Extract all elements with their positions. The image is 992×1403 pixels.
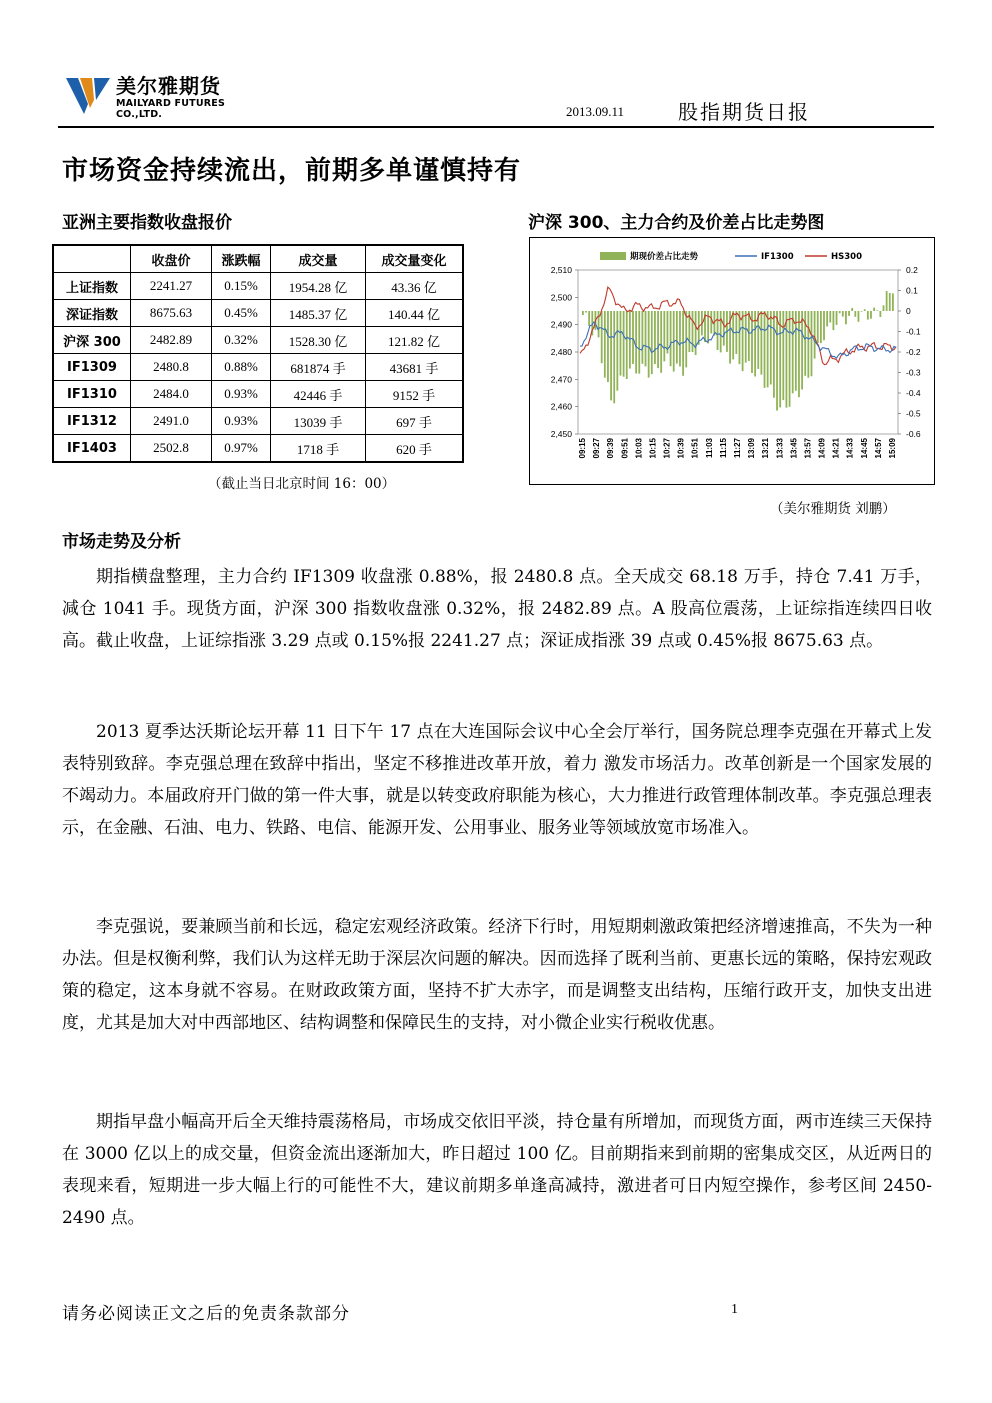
quotes-section-title: 亚洲主要指数收盘报价 [62, 213, 232, 233]
x-axis-tick-label: 09:15 [578, 438, 587, 459]
table-row [53, 408, 463, 435]
spread-bar [745, 311, 747, 363]
spread-bar [598, 311, 600, 337]
table-cell: 0.93% [212, 381, 271, 408]
logo-mark-icon [64, 70, 114, 118]
table-cell: 0.45% [212, 300, 271, 327]
spread-bar [623, 311, 625, 377]
x-axis-tick-label: 13:21 [761, 438, 771, 459]
table-cell: 0.93% [212, 408, 271, 435]
right-axis-tick-label: 0.2 [906, 265, 918, 275]
table-row [53, 354, 463, 381]
table-header-cell: 成交量变化 [366, 245, 464, 273]
spread-bar [616, 311, 618, 391]
x-axis-tick-label: 10:51 [690, 438, 700, 459]
table-cell: 9152 手 [366, 381, 464, 408]
spread-bar [892, 293, 894, 311]
table-cell: 2491.0 [131, 408, 212, 435]
chart-credit: （美尔雅期货 刘鹏） [770, 501, 896, 517]
legend-entry: IF1300 [761, 252, 794, 262]
company-logo [64, 70, 274, 120]
spread-bar [748, 311, 750, 361]
x-axis-tick-label: 14:21 [831, 438, 841, 459]
table-header-cell: 涨跌幅 [212, 245, 271, 273]
logo-english-name: MAILYARD FUTURES CO.,LTD. [116, 98, 225, 120]
header-divider [58, 126, 934, 128]
spread-bar [717, 311, 719, 350]
left-axis-tick-label: 2,500 [550, 292, 572, 303]
spread-bar [807, 311, 809, 378]
spread-bar [811, 311, 813, 376]
spread-bar [861, 311, 863, 312]
page-title: 市场资金持续流出，前期多单谨慎持有 [62, 156, 522, 186]
spread-bar [601, 311, 603, 363]
right-axis-tick-label: -0.2 [906, 347, 921, 357]
analysis-paragraph: 期指横盘整理，主力合约 IF1309 收盘涨 0.88%，报 2480.8 点。全天成交 68.18 万手，持仓 7.41 万手，减仓 1041 手。现货方面，沪深 300 指数收盘涨 0.32%，报 2482.89 点。A 股高位震荡，上证综指连续四日收高。截止收盘，上证综指涨 3.29 点或 0.15%报 2241.27 点；深证成指涨 39 点或 0.45%报 8675.63 点。 [62, 567, 932, 651]
spread-bar [786, 311, 788, 408]
analysis-section-title: 市场走势及分析 [62, 532, 181, 552]
page-number: 1 [731, 1302, 738, 1317]
table-cell: 43.36 亿 [366, 273, 464, 300]
spread-bar [839, 311, 841, 313]
left-axis-tick-label: 2,490 [550, 319, 572, 330]
table-header-row [53, 245, 463, 273]
spread-bar [773, 311, 775, 398]
table-cell: 0.15% [212, 273, 271, 300]
spread-bar [695, 311, 697, 355]
table-cell: 2482.89 [131, 327, 212, 354]
x-axis-tick-label: 11:15 [718, 438, 728, 459]
spread-bar [789, 311, 791, 407]
spread-bar [823, 311, 825, 340]
x-axis-tick-label: 10:03 [634, 438, 644, 459]
table-header-cell: 收盘价 [131, 245, 212, 273]
spread-bar [641, 311, 643, 364]
spread-bar [613, 311, 615, 403]
table-cell: 1954.28 亿 [271, 273, 366, 300]
table-cell: 2241.27 [131, 273, 212, 300]
spread-bar [651, 311, 653, 374]
table-cell: 43681 手 [366, 354, 464, 381]
x-axis-tick-label: 11:03 [704, 438, 714, 459]
spread-bar [867, 311, 869, 320]
left-axis-tick-label: 2,470 [550, 374, 572, 385]
row-label-cell: 上证指数 [53, 273, 131, 300]
spread-bar [873, 308, 875, 311]
right-axis-tick-label: 0.1 [906, 285, 918, 296]
spread-bar [782, 311, 784, 400]
row-label-cell: 沪深 300 [53, 327, 131, 354]
spread-bar [792, 311, 794, 393]
spread-bar [732, 311, 734, 359]
table-row [53, 435, 463, 463]
right-axis-tick-label: -0.1 [906, 326, 921, 337]
spread-bar [604, 311, 606, 378]
right-axis-tick-label: -0.4 [906, 388, 921, 398]
spread-bar [851, 308, 853, 311]
spread-bar [889, 293, 891, 311]
analysis-paragraph: 期指早盘小幅高开后全天维持震荡格局，市场成交依旧平淡，持仓量有所增加，而现货方面，两市连续三天保持在 3000 亿以上的成交量，但资金流出逐渐加大，昨日超过 100 亿。目前期指来到前期的密集成交区，从近两日的表现来看，短期进一步大幅上行的可能性不大，建议前期多单逢高减持，激进者可日内短空操作，参考区间 2450-2490 点。 [62, 1112, 932, 1228]
spread-bar [767, 311, 769, 387]
spread-bar [663, 311, 665, 361]
x-axis-tick-label: 14:09 [817, 438, 827, 459]
x-axis-tick-label: 10:39 [676, 438, 686, 459]
table-cell: 0.32% [212, 327, 271, 354]
spread-bar [720, 311, 722, 352]
x-axis-tick-label: 10:15 [648, 438, 658, 459]
logo-chinese-name: 美尔雅期货 [116, 74, 221, 98]
spread-bar [742, 311, 744, 371]
spread-bar [829, 311, 831, 323]
spread-bar [842, 311, 844, 317]
spread-bar [814, 311, 816, 359]
spread-bar [804, 311, 806, 376]
left-axis-tick-label: 2,450 [550, 429, 572, 439]
spread-bar [610, 311, 612, 400]
index-quotes-table [52, 244, 464, 463]
x-axis-tick-label: 11:27 [733, 438, 742, 459]
table-header-cell: 成交量 [271, 245, 366, 273]
spread-bar [679, 311, 681, 366]
row-label-cell: IF1403 [53, 435, 131, 463]
chart-section-title: 沪深 300、主力合约及价差占比走势图 [528, 213, 825, 233]
table-row [53, 273, 463, 300]
right-axis-tick-label: -0.3 [906, 367, 921, 378]
row-label-cell: IF1312 [53, 408, 131, 435]
right-axis-tick-label: 0 [906, 306, 911, 316]
x-axis-tick-label: 13:09 [747, 438, 757, 459]
legend-entry: 期现价差占比走势 [630, 252, 699, 262]
x-axis-tick-label: 10:27 [662, 438, 672, 459]
row-label-cell: 深证指数 [53, 300, 131, 327]
spread-bar [798, 311, 800, 397]
spread-bar [801, 311, 803, 390]
spread-bar [870, 311, 872, 319]
spread-bar [626, 311, 628, 379]
table-cell: 1485.37 亿 [271, 300, 366, 327]
spread-bar [629, 311, 631, 369]
x-axis-tick-label: 13:45 [789, 438, 799, 459]
disclaimer-notice: 请务必阅读正文之后的免责条款部分 [62, 1304, 350, 1324]
table-row [53, 327, 463, 354]
table-cell: 121.82 亿 [366, 327, 464, 354]
table-cell: 140.44 亿 [366, 300, 464, 327]
spread-bar [864, 309, 866, 311]
table-cell: 0.97% [212, 435, 271, 463]
spread-bar [886, 291, 888, 311]
spread-bar [588, 311, 590, 326]
legend-entry: HS300 [831, 252, 862, 262]
spread-bar [770, 311, 772, 384]
spread-bar [826, 311, 828, 326]
report-type-title: 股指期货日报 [678, 100, 810, 124]
spread-bar [667, 311, 669, 353]
spread-bar [879, 311, 881, 317]
row-label-cell: IF1309 [53, 354, 131, 381]
table-cell: 681874 手 [271, 354, 366, 381]
spread-bar [620, 311, 622, 376]
right-axis-tick-label: -0.5 [906, 408, 921, 419]
analysis-paragraph: 2013 夏季达沃斯论坛开幕 11 日下午 17 点在大连国际会议中心全会厅举行，国务院总理李克强在开幕式上发表特别致辞。李克强总理在致辞中指出，坚定不移推进改革开放，着力 激发市场活力。改革创新是一个国家发展的不竭动力。本届政府开门做的第一件大事，就是以转变政府职能为核心，大力推进行政管理体制改革。李克强总理表示，在金融、石油、电力、铁路、电信、能源开发、公用事业、服务业等领域放宽市场准入。 [62, 722, 932, 838]
legend-swatch [600, 252, 626, 260]
spread-bar [833, 311, 835, 330]
spread-bar [883, 305, 885, 311]
x-axis-tick-label: 09:27 [592, 438, 602, 459]
spread-bar [585, 311, 587, 313]
spread-bar [845, 311, 847, 324]
table-time-note: （截止当日北京时间 16：00） [208, 476, 396, 492]
spread-bar [817, 311, 819, 343]
table-cell: 2480.8 [131, 354, 212, 381]
report-date: 2013.09.11 [566, 104, 625, 119]
right-axis-tick-label: -0.6 [906, 429, 921, 439]
row-label-cell: IF1310 [53, 381, 131, 408]
left-axis-tick-label: 2,480 [550, 347, 572, 357]
table-cell: 2484.0 [131, 381, 212, 408]
x-axis-tick-label: 09:39 [606, 438, 616, 459]
left-axis-tick-label: 2,510 [550, 265, 572, 275]
spread-bar [854, 311, 856, 317]
table-cell: 620 手 [366, 435, 464, 463]
spread-bar [635, 311, 637, 374]
spread-bar [638, 311, 640, 374]
spread-bar [670, 311, 672, 366]
spread-bar [582, 311, 584, 315]
spread-bar [760, 311, 762, 375]
spread-bar [645, 311, 647, 366]
x-axis-tick-label: 14:57 [873, 438, 883, 459]
spread-bar [764, 311, 766, 388]
spread-bar [660, 311, 662, 373]
table-cell: 13039 手 [271, 408, 366, 435]
spread-bar [676, 311, 678, 364]
spread-bar [648, 311, 650, 378]
x-axis-tick-label: 14:33 [845, 438, 855, 459]
spread-bar [723, 311, 725, 346]
table-cell: 8675.63 [131, 300, 212, 327]
x-axis-tick-label: 13:57 [803, 438, 813, 459]
chart-canvas [530, 238, 934, 484]
spread-bar [632, 311, 634, 364]
spread-bar [710, 311, 712, 333]
table-row [53, 300, 463, 327]
table-header-cell [53, 245, 131, 273]
spread-bar [876, 310, 878, 311]
table-cell: 0.88% [212, 354, 271, 381]
left-axis-tick-label: 2,460 [550, 401, 572, 412]
table-cell: 697 手 [366, 408, 464, 435]
spread-bar [692, 311, 694, 352]
spread-bar [654, 311, 656, 364]
x-axis-tick-label: 09:51 [620, 438, 630, 459]
x-axis-tick-label: 14:45 [859, 438, 869, 459]
table-cell: 1718 手 [271, 435, 366, 463]
spread-bar [836, 311, 838, 325]
spread-bar [848, 311, 850, 316]
spread-bar [776, 311, 778, 411]
table-row [53, 381, 463, 408]
x-axis-tick-label: 13:33 [775, 438, 785, 459]
spread-bar [657, 311, 659, 368]
table-cell: 2502.8 [131, 435, 212, 463]
table-cell: 42446 手 [271, 381, 366, 408]
spread-bar [607, 311, 609, 382]
analysis-paragraph: 李克强说，要兼顾当前和长远，稳定宏观经济政策。经济下行时，用短期刺激政策把经济增速推高，不失为一种办法。但是权衡利弊，我们认为这样无助于深层次问题的解决。因而选择了既利当前、更惠长远的策略，保持宏观政策的稳定，这本身就不容易。在财政政策方面，坚持不扩大赤字，而是调整支出结构，压缩行政开支，加快支出进度，尤其是加大对中西部地区、结构调整和保障民生的支持，对小微企业实行税收优惠。 [62, 917, 932, 1033]
x-axis-tick-label: 15:09 [888, 438, 897, 459]
table-cell: 1528.30 亿 [271, 327, 366, 354]
price-spread-chart [529, 237, 935, 485]
spread-bar [858, 311, 860, 322]
spread-bar [820, 311, 822, 343]
